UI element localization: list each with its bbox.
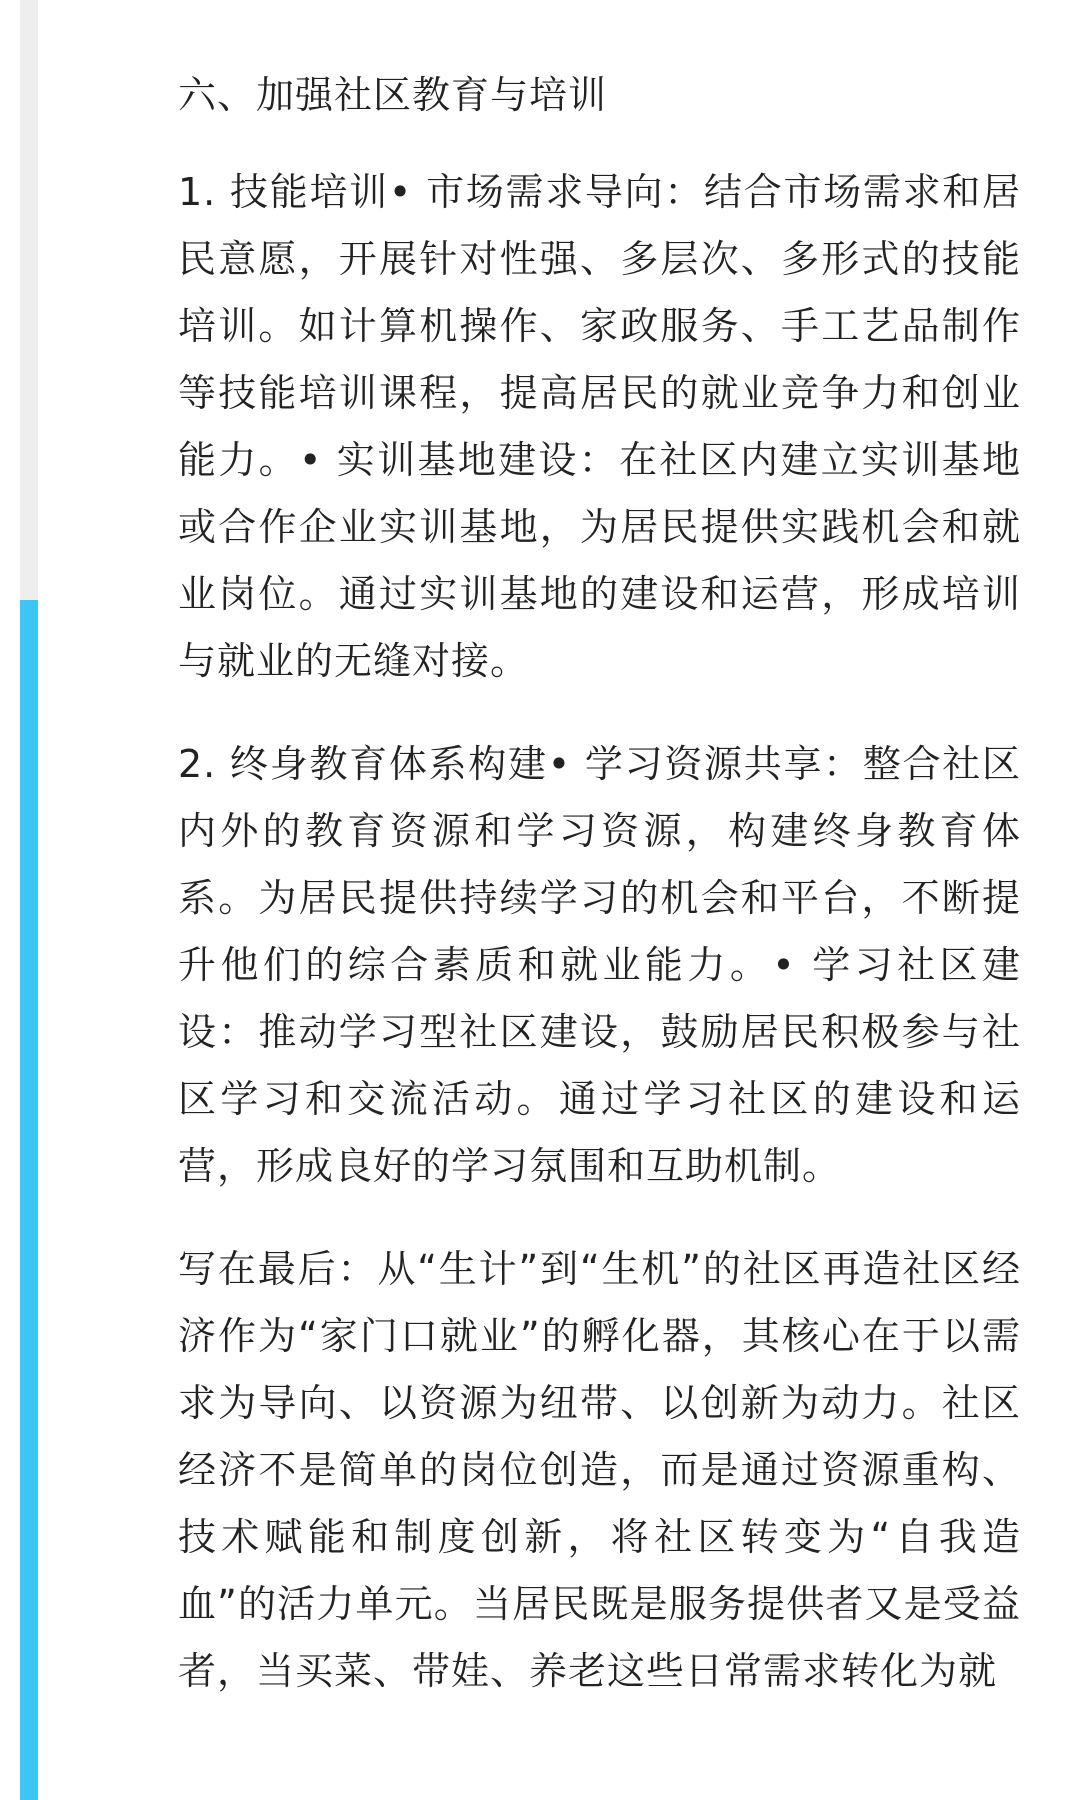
paragraph-skills-training: 1. 技能培训• 市场需求导向：结合市场需求和居民意愿，开展针对性强、多层次、多形式的技能培训。如计算机操作、家政服务、手工艺品制作等技能培训课程，提高居民的就业竞争力和创业能力。• 实训基地建设：在社区内建立实训基地或合作企业实训基地，为居民提供实践机会和就业岗位。通过实训基地的建设和运营，形成培训与就业的无缝对接。 (178, 170, 1021, 683)
paragraph-conclusion: 写在最后：从“生计”到“生机”的社区再造社区经济作为“家门口就业”的孵化器，其核心在于以需求为导向、以资源为纽带、以创新为动力。社区经济不是简单的岗位创造，而是通过资源重构、技术赋能和制度创新，将社区转变为“自我造血”的活力单元。当居民既是服务提供者又是受益者，当买菜、带娃、养老这些日常需求转化为就 (178, 1247, 1021, 1693)
article-body (178, 62, 1021, 1741)
paragraph-lifelong-education: 2. 终身教育体系构建• 学习资源共享：整合社区内外的教育资源和学习资源，构建终身教育体系。为居民提供持续学习的机会和平台，不断提升他们的综合素质和就业能力。• 学习社区建设：推动学习型社区建设，鼓励居民积极参与社区学习和交流活动。通过学习社区的建设和运营，形成良好的学习氛围和互助机制。 (178, 742, 1021, 1188)
section-heading: 六、加强社区教育与培训 (178, 73, 608, 117)
scrollbar-thumb[interactable] (20, 600, 38, 1800)
